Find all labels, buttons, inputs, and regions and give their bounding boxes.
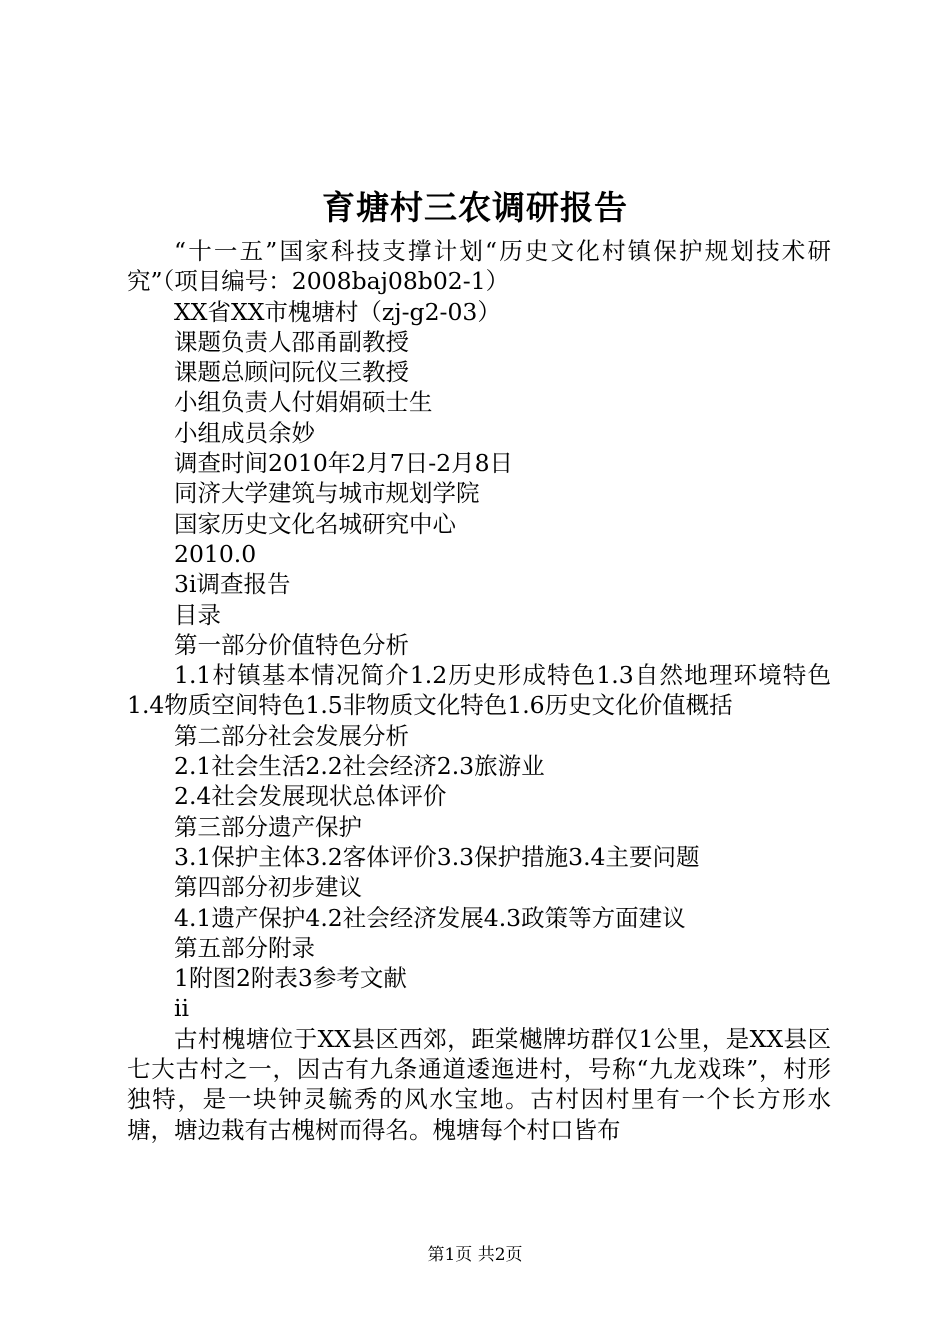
paragraph: 课题总顾问阮仪三教授 [174,358,409,387]
toc-part: 第三部分遗产保护 [174,812,362,841]
toc-items: 4.1遗产保护4.2社会经济发展4.3政策等方面建议 [174,903,686,932]
paragraph: XX省XX市槐塘村（zj-g2-03） [174,297,501,326]
document-title: 育塘村三农调研报告 [322,188,628,227]
toc-heading: 目录 [174,600,221,629]
toc-part: 第四部分初步建议 [174,873,362,902]
toc-part: 第五部分附录 [174,933,315,962]
toc-items: 2.4社会发展现状总体评价 [174,782,447,811]
page-footer: 第1页 共2页 [427,1245,523,1265]
paragraph: 小组成员余妙 [174,418,315,447]
toc-items: 1附图2附表3参考文献 [174,964,407,993]
paragraph: 3i调查报告 [174,570,291,599]
toc-part: 第一部分价值特色分析 [174,630,409,659]
toc-items: 3.1保护主体3.2客体评价3.3保护措施3.4主要问题 [174,842,700,871]
paragraph: 2010.0 [174,539,257,568]
paragraph: 国家历史文化名城研究中心 [174,509,456,538]
paragraph: 课题负责人邵甬副教授 [174,327,409,356]
paragraph: 调查时间2010年2月7日-2月8日 [174,449,514,478]
paragraph: 同济大学建筑与城市规划学院 [174,479,480,508]
toc-items: 1.1村镇基本情况简介1.2历史形成特色1.3自然地理环境特色1.4物质空间特色1.5非物质文化特色1.6历史文化价值概括 [127,661,831,720]
paragraph: ii [174,994,190,1023]
paragraph: 小组负责人付娟娟硕士生 [174,388,433,417]
toc-items: 2.1社会生活2.2社会经济2.3旅游业 [174,752,545,781]
paragraph: 古村槐塘位于XX县区西郊，距棠樾牌坊群仅1公里，是XX县区七大古村之一，因古有九条通道逶迤进村，号称“九龙戏珠”，村形独特，是一块钟灵毓秀的风水宝地。古村因村里有一个长方形水塘，塘边栽有古槐树而得名。槐塘每个村口皆布 [127,1024,831,1144]
toc-part: 第二部分社会发展分析 [174,721,409,750]
paragraph: “十一五”国家科技支撑计划“历史文化村镇保护规划技术研究”（项目编号：2008baj08b02-1） [127,237,831,296]
document-body [127,236,831,1145]
